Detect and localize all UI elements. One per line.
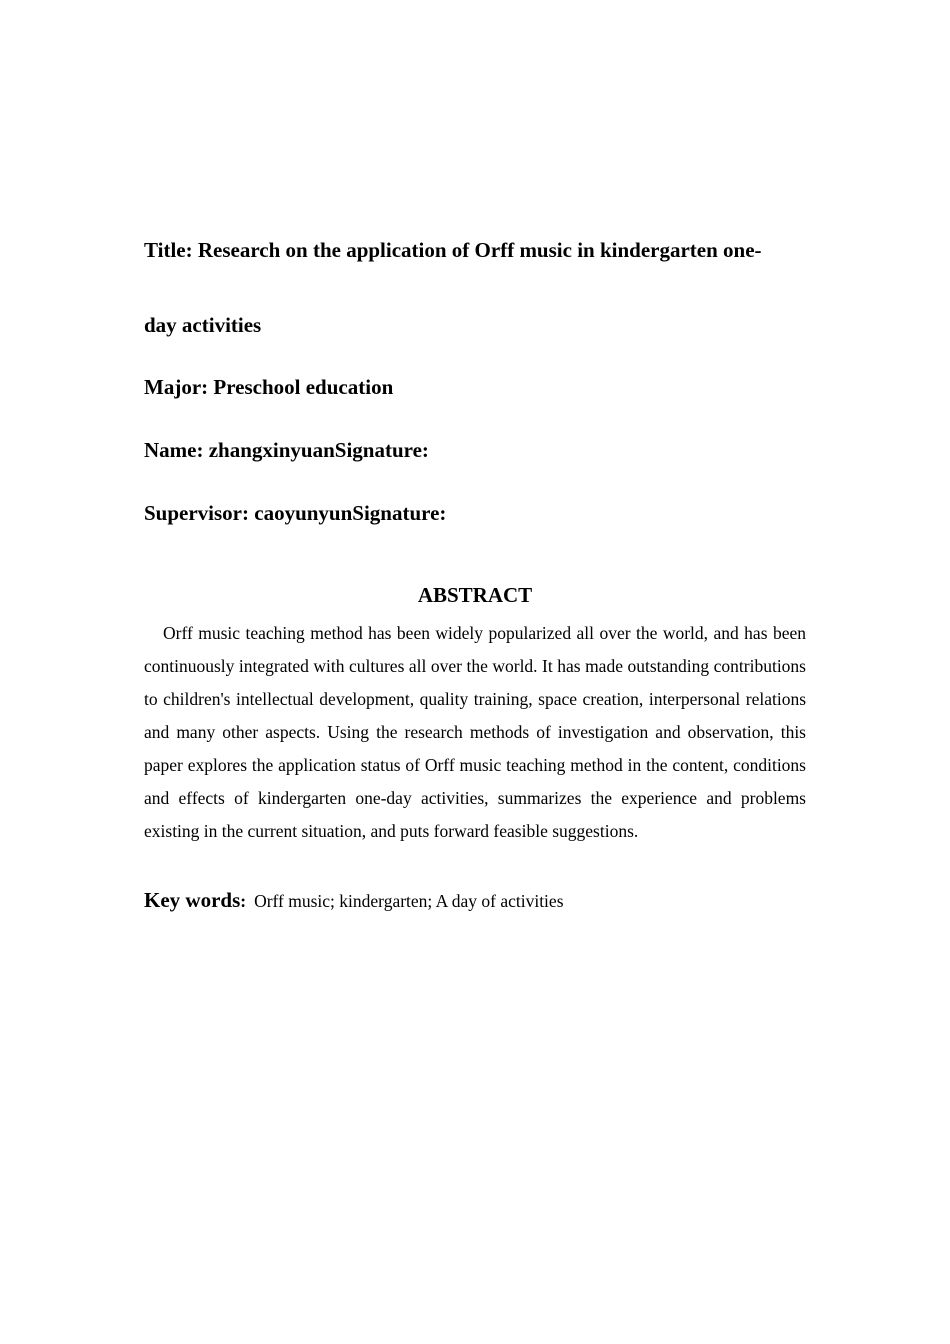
major-line bbox=[144, 374, 806, 400]
major-value: Preschool education bbox=[213, 375, 394, 399]
name-line bbox=[144, 437, 806, 463]
title-line-1 bbox=[144, 237, 806, 263]
supervisor-line bbox=[144, 500, 806, 526]
name-label: Name: bbox=[144, 438, 204, 462]
keywords-label: Key words bbox=[144, 888, 241, 912]
title-text-line-2: day activities bbox=[144, 313, 262, 337]
name-value: zhangxinyuanSignature: bbox=[208, 438, 429, 462]
major-label: Major: bbox=[144, 375, 209, 399]
abstract-heading: ABSTRACT bbox=[417, 583, 533, 607]
title-line-2 bbox=[144, 312, 806, 338]
keywords-line bbox=[144, 886, 806, 917]
title-text-line-1: Research on the application of Orff music in kindergarten one- bbox=[197, 238, 762, 262]
supervisor-value: caoyunyunSignature: bbox=[254, 501, 447, 525]
abstract-body: Orff music teaching method has been widely popularized all over the world, and has been continuously integrated with cultures all over the world. It has made outstanding contributions to children's intellectual development, quality training, space creation, interpersonal relations and many other aspects. Using the research methods of investigation and observation, this paper explores the application status of Orff music teaching method in the content, conditions and effects of kindergarten one-day activities, summarizes the experience and problems existing in the current situation, and puts forward feasible suggestions. bbox=[144, 623, 806, 841]
keywords-value: Orff music; kindergarten; A day of activities bbox=[254, 891, 564, 911]
title-label: Title: bbox=[144, 238, 193, 262]
supervisor-label: Supervisor: bbox=[144, 501, 249, 525]
keywords-separator: : bbox=[240, 891, 247, 911]
